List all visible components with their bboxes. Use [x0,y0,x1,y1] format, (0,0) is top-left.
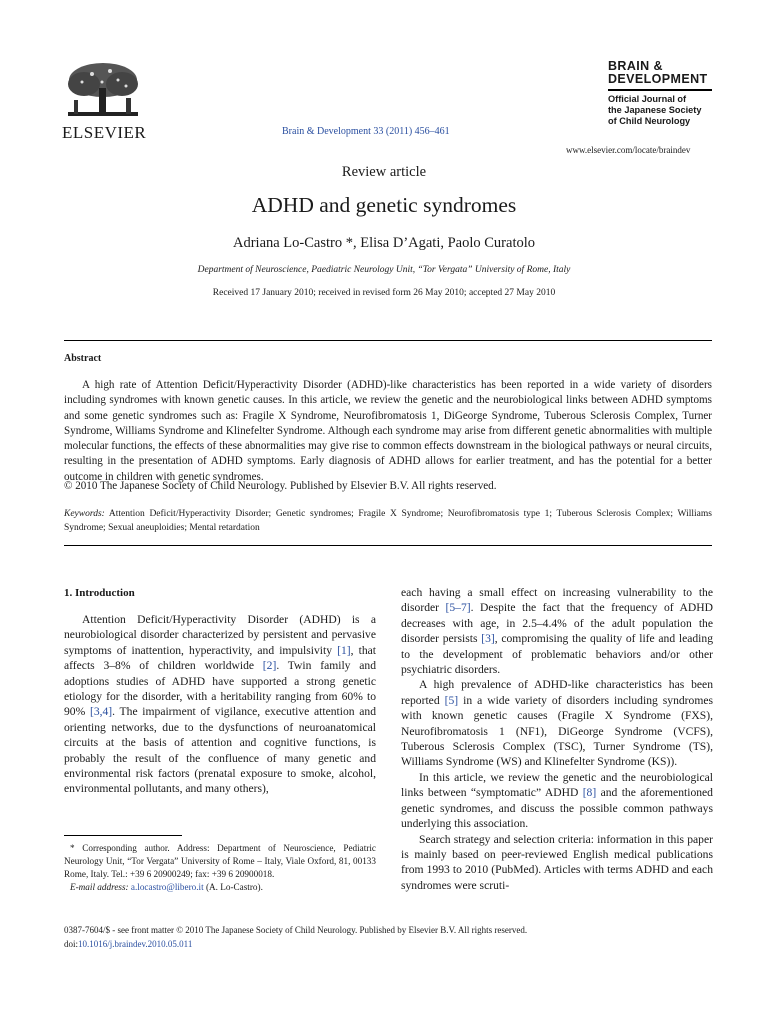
keywords [64,507,712,535]
intro-paragraph: Search strategy and selection criteria: information in this paper is mainly based on peer-reviewed English medical publications from 1993 to 2010 (PubMed). Articles with terms ADHD and each syndromes were scruti- [401,832,713,892]
elsevier-tree-icon [62,60,144,120]
citation-link[interactable]: [1] [337,643,351,657]
journal-subtitle-3: of Child Neurology [608,116,691,126]
footnote-text: * Corresponding author. Address: Department of Neuroscience, Pediatric Neurology Unit, “Tor Vergata” University of Rome – Italy, Viale Oxford, 81, 00133 Rome, Italy. Tel.: +39 6 20900249; fax: +39 6 20900018. [64,843,376,879]
journal-logo [608,60,718,127]
journal-logo-line1: BRAIN & [608,59,663,73]
article-affiliation: Department of Neuroscience, Paediatric Neurology Unit, “Tor Vergata” University of Rome, Italy [197,265,571,275]
journal-logo-bar [608,89,712,91]
abstract-bottom-rule [64,545,712,546]
section-heading: 1. Introduction [64,587,135,599]
doi-link[interactable]: 10.1016/j.braindev.2010.05.011 [78,939,193,949]
citation-link[interactable]: [5] [444,693,459,707]
article-type: Review article [341,164,427,180]
intro-paragraph: A high prevalence of ADHD-like characteristics has been reported [5] in a wide variety of disorders including syndromes with known genetic causes (Fragile X Syndrome (FXS), Neurofibromatosis 1 (NF1), DiGeorge Syndrome (VCFS), Tuberous Sclerosis Complex (TSC), Turner Syndrome (TS), Williams Syndrome (WS) and Klinefelter Syndrome (KS)). [401,678,713,769]
abstract-copyright: © 2010 The Japanese Society of Child Neurology. Published by Elsevier B.V. All rights reserved. [64,480,497,492]
footnote [64,842,376,894]
abstract-body [64,378,712,485]
abstract-text: A high rate of Attention Deficit/Hyperactivity Disorder (ADHD)-like characteristics has been reported in a wide variety of disorders including syndromes with known genetic causes. In this article, we review the genetic and the neurobiological links between ADHD symptoms and some genetic syndromes such as: Fragile X Syndrome, Neurofibromatosis 1, DiGeorge Syndrome, Tuberous Sclerosis Complex, Turner Syndrome, Williams Syndrome and Klinefelter Syndrome. Although each syndrome may arise from different genetic abnormalities with multiple molecular functions, the effects of these abnormalities may give rise to common effects downstream in the biological pathways or neural circuits, resulting in the presentation of ADHD symptoms. Early diagnosis of ADHD allows for earlier treatment, and has the potential for a better outcome in children with genetic syndromes. [64,379,712,483]
intro-left-column [64,612,376,797]
abstract-heading: Abstract [64,353,102,364]
intro-right-column [401,585,713,893]
keywords-label: Keywords: [64,509,105,519]
journal-subtitle-1: Official Journal of [608,94,687,104]
citation-link[interactable]: [3] [481,632,495,646]
article-title: ADHD and genetic syndromes [251,193,517,217]
keywords-list: Attention Deficit/Hyperactivity Disorder; Genetic syndromes; Fragile X Syndrome; Neurofibromatosis type 1; Tuberous Sclerosis Complex; Williams Syndrome; Sexual aneuploidies; Mental retardation [64,509,712,533]
abstract-top-rule [64,340,712,341]
front-matter-line: 0387-7604/$ - see front matter © 2010 The Japanese Society of Child Neurology. Published by Elsevier B.V. All rights reserved. [64,925,528,935]
email-link[interactable]: a.locastro@libero.it [130,882,204,892]
intro-paragraph: Attention Deficit/Hyperactivity Disorder (ADHD) is a neurobiological disorder characterized by persistent and pervasive symptoms of inattention, hyperactivity, and impulsivity [1], that affects 3–8% of children worldwide [2]. Twin family and adoptions studies of ADHD have supported a strong genetic etiology for the disorder, with a heritability ranging from 60% to 90% [3,4]. The impairment of vigilance, executive attention and orienting networks, due to the dysfunctions of neuroanatomical circuits at the basis of attention and cognitive functions, is probably the result of the confluence of many genetic and environmental risk factors (prenatal exposure to smoke, alcohol, environmental pollutants, and many others), [64,613,376,796]
footnote-rule [64,835,182,836]
publisher-name: ELSEVIER [62,123,147,142]
article-authors: Adriana Lo-Castro *, Elisa D’Agati, Paolo Curatolo [232,235,536,251]
intro-paragraph: each having a small effect on increasing vulnerability to the disorder [5–7]. Despite the fact that the frequency of ADHD decreases with age, in 2.5–4.4% of the adult population the disorder persists [3], compromising the quality of life and leading to the development of problematic behaviors and/or other psychiatric disorders. [401,586,713,677]
journal-logo-line2: DEVELOPMENT [608,72,708,86]
doi-line: doi:10.1016/j.braindev.2010.05.011 [64,939,193,949]
citation-link[interactable]: [8] [582,786,597,800]
citation-link[interactable]: [3,4] [89,705,113,719]
article-dates: Received 17 January 2010; received in revised form 26 May 2010; accepted 27 May 2010 [212,288,556,298]
citation-link[interactable]: [5–7] [445,601,471,615]
intro-paragraph: In this article, we review the genetic and the neurobiological links between “symptomatic” ADHD [8] and the aforementioned genetic syndromes, and discuss the possible common pathways underlying this association. [401,770,713,831]
citation-link[interactable]: [2] [262,659,277,673]
journal-url[interactable]: www.elsevier.com/locate/braindev [566,145,691,155]
journal-citation[interactable]: Brain & Development 33 (2011) 456–461 [282,126,450,137]
footnote-email: E-mail address: a.locastro@libero.it (A. Lo-Castro). [70,882,263,892]
journal-subtitle-2: the Japanese Society [608,105,702,115]
elsevier-logo [62,60,147,143]
